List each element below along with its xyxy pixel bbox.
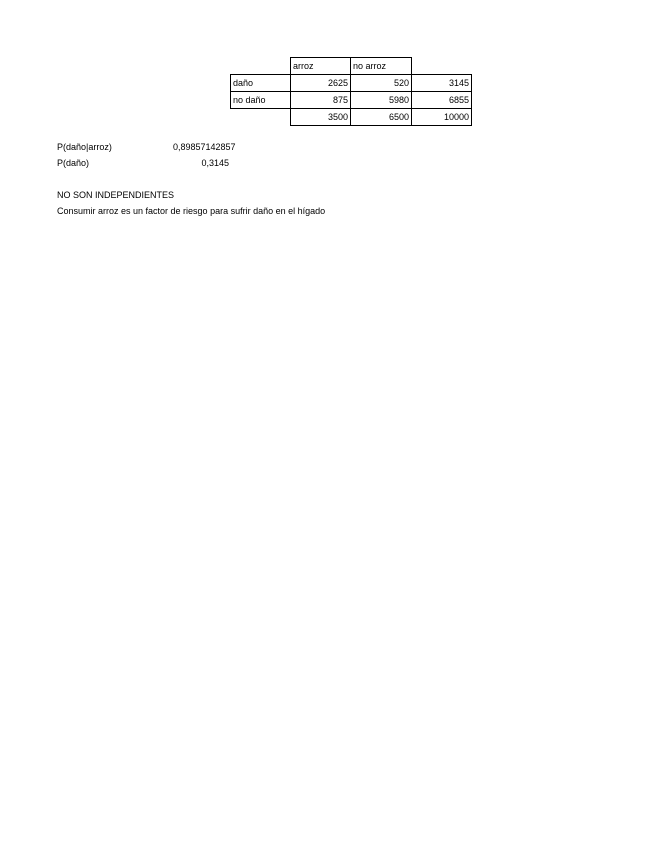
cell-grand-total: 10000 — [412, 109, 472, 126]
header-cell-arroz: arroz — [291, 58, 351, 75]
cell-dano-arroz: 2625 — [291, 75, 351, 92]
row-label-no-dano: no daño — [231, 92, 291, 109]
header-cell-no-arroz: no arroz — [351, 58, 412, 75]
table-row — [231, 75, 472, 92]
cell-total-arroz: 3500 — [291, 109, 351, 126]
cell-no-dano-no-arroz: 5980 — [351, 92, 412, 109]
cell-total-no-arroz: 6500 — [351, 109, 412, 126]
header-cell-empty — [231, 58, 291, 75]
cell-no-dano-total: 6855 — [412, 92, 472, 109]
row-label-dano: daño — [231, 75, 291, 92]
contingency-table — [230, 57, 472, 126]
prob-label-dano-given-arroz: P(daño|arroz) — [57, 142, 112, 152]
row-label-total — [231, 109, 291, 126]
conclusion-text: Consumir arroz es un factor de riesgo para sufrir daño en el hígado — [57, 206, 326, 216]
conclusion-heading: NO SON INDEPENDIENTES — [57, 190, 175, 200]
cell-no-dano-arroz: 875 — [291, 92, 351, 109]
header-cell-total — [412, 58, 472, 75]
table-row — [231, 109, 472, 126]
prob-label-dano: P(daño) — [57, 158, 90, 168]
table-header-row — [231, 58, 472, 75]
prob-value-dano-given-arroz: 0,89857142857 — [173, 142, 236, 152]
cell-dano-total: 3145 — [412, 75, 472, 92]
table-row — [231, 92, 472, 109]
cell-dano-no-arroz: 520 — [351, 75, 412, 92]
prob-value-dano: 0,3145 — [201, 158, 229, 168]
